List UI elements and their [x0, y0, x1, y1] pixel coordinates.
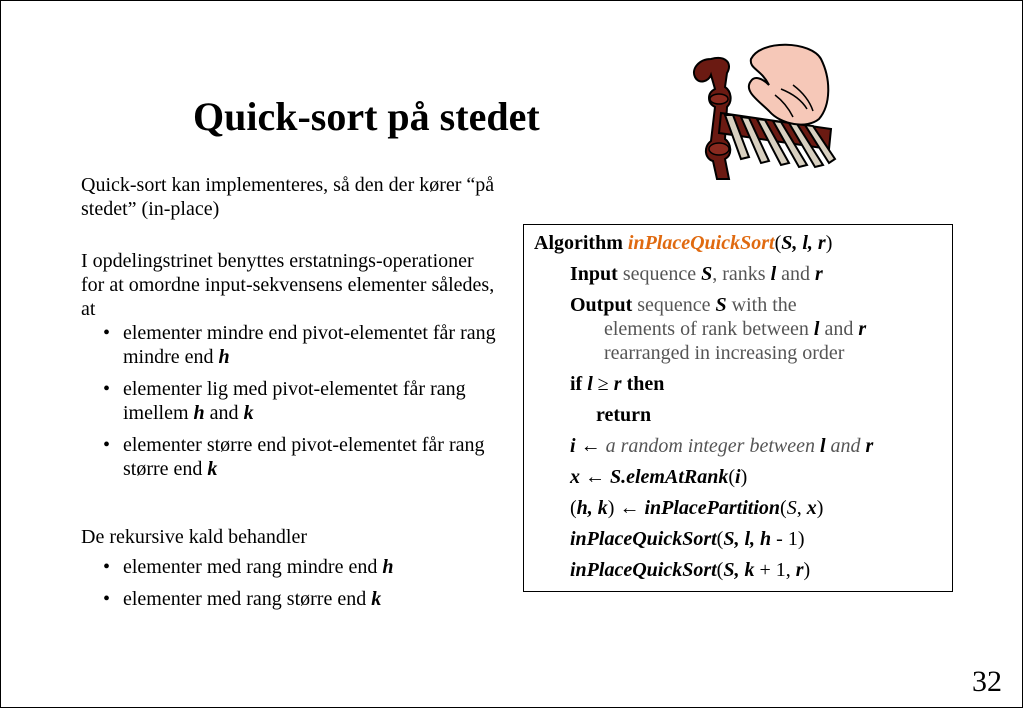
- list-item: • elementer lig med pivot-elementet får rang imellem h and k: [103, 377, 501, 425]
- algorithm-output: Output sequence S with the: [570, 294, 797, 316]
- list-item: • elementer større end pivot-elementet får rang større end k: [103, 433, 501, 481]
- hand-sorting-comb-icon: [681, 29, 841, 184]
- algorithm-output-line3: rearranged in increasing order: [604, 342, 845, 364]
- algorithm-line-x: x ← S.elemAtRank(i): [570, 466, 748, 488]
- algorithm-output-line2: elements of rank between l and r: [604, 318, 867, 340]
- paragraph-partition: I opdelingstrinet benyttes erstatnings-operationer for at omordne input-sekvensens elementer således, at: [81, 250, 495, 320]
- paragraph-inplace: Quick-sort kan implementeres, så den der kører “på stedet” (in-place): [81, 174, 495, 220]
- algorithm-line-recurse2: inPlaceQuickSort(S, k + 1, r): [570, 559, 811, 581]
- algorithm-return: return: [596, 404, 652, 426]
- body-text: [81, 173, 501, 619]
- list-item: • elementer med rang større end k: [103, 587, 501, 611]
- page-title: Quick-sort på stedet: [193, 94, 540, 139]
- paragraph-recursive: De rekursive kald behandler: [81, 526, 308, 548]
- algorithm-line-partition: (h, k) ← inPlacePartition(S, x): [570, 497, 824, 519]
- algorithm-line-recurse1: inPlaceQuickSort(S, l, h - 1): [570, 528, 805, 550]
- list-item: • elementer med rang mindre end h: [103, 555, 501, 579]
- algorithm-input: Input sequence S, ranks l and r: [570, 263, 823, 285]
- page-number: 32: [972, 665, 1002, 698]
- list-item: • elementer mindre end pivot-elementet får rang mindre end h: [103, 321, 501, 369]
- algorithm-box: [523, 224, 953, 592]
- bullet-list-partition: [81, 321, 501, 481]
- algorithm-line-i: i ← a random integer between l and r: [570, 435, 874, 457]
- bullet-list-recursive: [81, 555, 501, 611]
- algorithm-header: Algorithm inPlaceQuickSort(S, l, r): [534, 232, 833, 254]
- algorithm-if: if l ≥ r then: [570, 373, 665, 395]
